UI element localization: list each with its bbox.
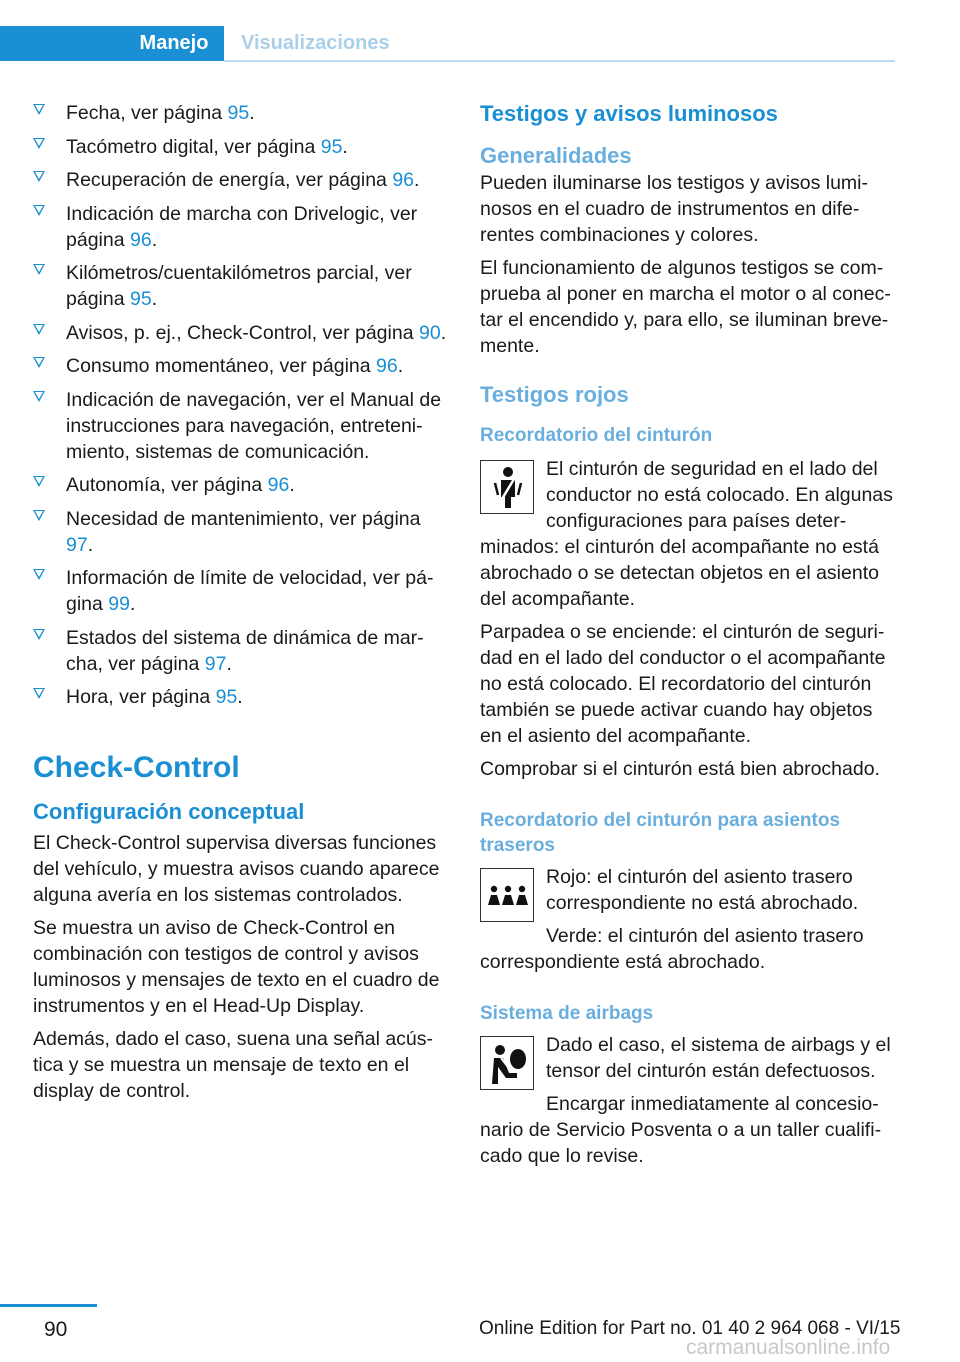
page-reference-link[interactable]: 96 <box>392 169 415 191</box>
paragraph: Parpadea o se enciende: el cinturón de seguridad en el lado del conductor o el acompañante no está colocado. El recordatorio del cinturón también se puede activar cuando hay objetos en el asiento del acompañante. <box>480 621 886 747</box>
airbag-title: Sistema de airbags <box>480 1003 654 1024</box>
list-item <box>33 260 448 312</box>
header-accent <box>0 26 124 61</box>
paragraph: Rojo: el cinturón del asiento trasero correspondiente no está abrochado. <box>546 866 859 914</box>
list-item-suffix: . <box>226 652 232 675</box>
list-item <box>33 134 448 160</box>
page-reference-link[interactable]: 95 <box>215 686 238 708</box>
footer-accent-line <box>0 1304 97 1307</box>
page-reference-link[interactable]: 99 <box>108 593 130 615</box>
list-item-text: Autonomía, ver página <box>66 474 268 496</box>
rear-seatbelt-icon <box>480 868 534 922</box>
page-reference-link[interactable]: 95 <box>320 135 343 158</box>
list-item <box>33 387 448 465</box>
paragraph: Verde: el cinturón del asiento trasero correspondiente está abrochado. <box>480 925 864 973</box>
list-item <box>33 100 448 126</box>
page-reference-link[interactable]: 96 <box>267 474 290 496</box>
page-reference-link[interactable]: 97 <box>204 652 227 675</box>
page-reference-link[interactable]: 96 <box>376 355 398 377</box>
triangle-bullet-icon <box>33 569 45 580</box>
check-control-title: Check-Control <box>33 751 240 784</box>
list-item <box>33 565 448 617</box>
list-item-text: Indicación de navegación, ver el Manual de instrucciones para navegación, entretenimiento, sistemas de comunicación. <box>66 388 442 463</box>
list-item <box>33 353 448 379</box>
list-item-text: Hora, ver página <box>66 686 216 708</box>
paragraph: Pueden iluminarse los testigos y avisos luminosos en el cuadro de instrumentos en diferentes combinaciones y colores. <box>480 172 869 246</box>
paragraph: El Check-Control supervisa diversas funciones del vehículo, y muestra avisos cuando aparece alguna avería en los sistemas controlados. <box>33 832 440 906</box>
list-item-text: Avisos, p. ej., Check-Control, ver página <box>66 321 419 344</box>
list-item-suffix: . <box>414 169 420 191</box>
triangle-bullet-icon <box>33 476 45 487</box>
triangle-bullet-icon <box>33 324 45 335</box>
list-item-text: Consumo momentáneo, ver página <box>66 355 377 377</box>
list-item <box>33 320 448 346</box>
list-item-suffix: . <box>151 228 158 251</box>
header-bar <box>0 0 895 62</box>
list-item-suffix: . <box>249 102 255 124</box>
triangle-bullet-icon <box>33 171 45 182</box>
tab-visualizaciones[interactable]: Visualizaciones <box>224 26 895 61</box>
list-item-suffix: . <box>440 321 447 344</box>
paragraph: Comprobar si el cinturón está bien abrochado. <box>480 758 880 780</box>
airbag-icon <box>480 1036 534 1090</box>
right-column <box>480 100 895 1176</box>
list-item-suffix: . <box>130 593 136 615</box>
list-item-text: Estados del sistema de dinámica de marcha, ver página <box>66 626 424 675</box>
rear-belt-title: Recordatorio del cinturón para asientos traseros <box>480 810 841 856</box>
list-item-suffix: . <box>237 686 243 708</box>
seatbelt-icon <box>480 460 534 514</box>
left-column <box>33 100 448 1111</box>
triangle-bullet-icon <box>33 357 45 368</box>
triangle-bullet-icon <box>33 688 45 699</box>
list-item <box>33 625 448 677</box>
paragraph: Encargar inmediatamente al concesionario de Servicio Posventa o a un taller cualificado que lo revise. <box>480 1093 882 1167</box>
paragraph: El cinturón de seguridad en el lado del conductor no está colocado. En algunas configuraciones para países determinados: el cinturón del acompañante no está abrochado o se detectan objetos en el asiento del acompañante. <box>480 458 893 610</box>
bullet-list <box>33 100 448 710</box>
list-item-suffix: . <box>397 355 404 377</box>
triangle-bullet-icon <box>33 510 45 521</box>
triangle-bullet-icon <box>33 138 45 149</box>
triangle-bullet-icon <box>33 205 45 216</box>
header-underline <box>224 60 895 62</box>
page-reference-link[interactable]: 95 <box>227 102 250 124</box>
paragraph: Se muestra un aviso de Check-Control en combinación con testigos de control y avisos luminosos y mensajes de texto en el cuadro de instrumentos y en el Head-Up Display. <box>33 917 440 1017</box>
list-item-suffix: . <box>289 474 295 496</box>
list-item <box>33 506 448 558</box>
page-reference-link[interactable]: 97 <box>66 533 88 556</box>
red-lights-title: Testigos rojos <box>480 382 629 407</box>
tab-manejo[interactable]: Manejo <box>124 26 224 61</box>
list-item <box>33 684 448 710</box>
list-item <box>33 201 448 253</box>
paragraph: El funcionamiento de algunos testigos se comprueba al poner en marcha el motor o al conectar el encendido y, para ello, se iluminan brevemente. <box>480 257 891 357</box>
warning-lights-title: Testigos y avisos luminosos <box>480 101 778 126</box>
watermark: carmanualsonline.info <box>686 1336 891 1359</box>
belt-reminder-title: Recordatorio del cinturón <box>480 425 713 446</box>
list-item-text: Necesidad de mantenimiento, ver página <box>66 507 421 530</box>
triangle-bullet-icon <box>33 391 45 402</box>
page-number: 90 <box>44 1318 68 1341</box>
paragraph: Además, dado el caso, suena una señal acústica y se muestra un mensaje de texto en el display de control. <box>33 1028 434 1102</box>
list-item-text: Indicación de marcha con Drivelogic, ver página <box>66 202 418 251</box>
edition-text: Online Edition for Part no. 01 40 2 964 068 - VI/15 <box>479 1318 901 1339</box>
list-item-suffix: . <box>342 135 348 158</box>
triangle-bullet-icon <box>33 264 45 275</box>
page-reference-link[interactable]: 95 <box>129 288 152 310</box>
page-reference-link[interactable]: 90 <box>418 321 441 344</box>
paragraph: Dado el caso, el sistema de airbags y el tensor del cinturón están defectuosos. <box>546 1034 891 1082</box>
list-item <box>33 167 448 193</box>
list-item-suffix: . <box>87 533 94 556</box>
list-item-text: Fecha, ver página <box>66 102 228 124</box>
list-item <box>33 472 448 498</box>
general-title: Generalidades <box>480 143 632 168</box>
list-item-text: Tacómetro digital, ver página <box>66 135 321 158</box>
list-item-text: Kilómetros/cuentakilómetros parcial, ver página <box>66 262 412 310</box>
triangle-bullet-icon <box>33 629 45 640</box>
list-item-suffix: . <box>151 288 158 310</box>
page-reference-link[interactable]: 96 <box>129 228 152 251</box>
list-item-text: Recuperación de energía, ver página <box>66 169 393 191</box>
list-item-text: Información de límite de velocidad, ver página <box>66 567 434 615</box>
triangle-bullet-icon <box>33 104 45 115</box>
concept-title: Configuración conceptual <box>33 799 305 824</box>
